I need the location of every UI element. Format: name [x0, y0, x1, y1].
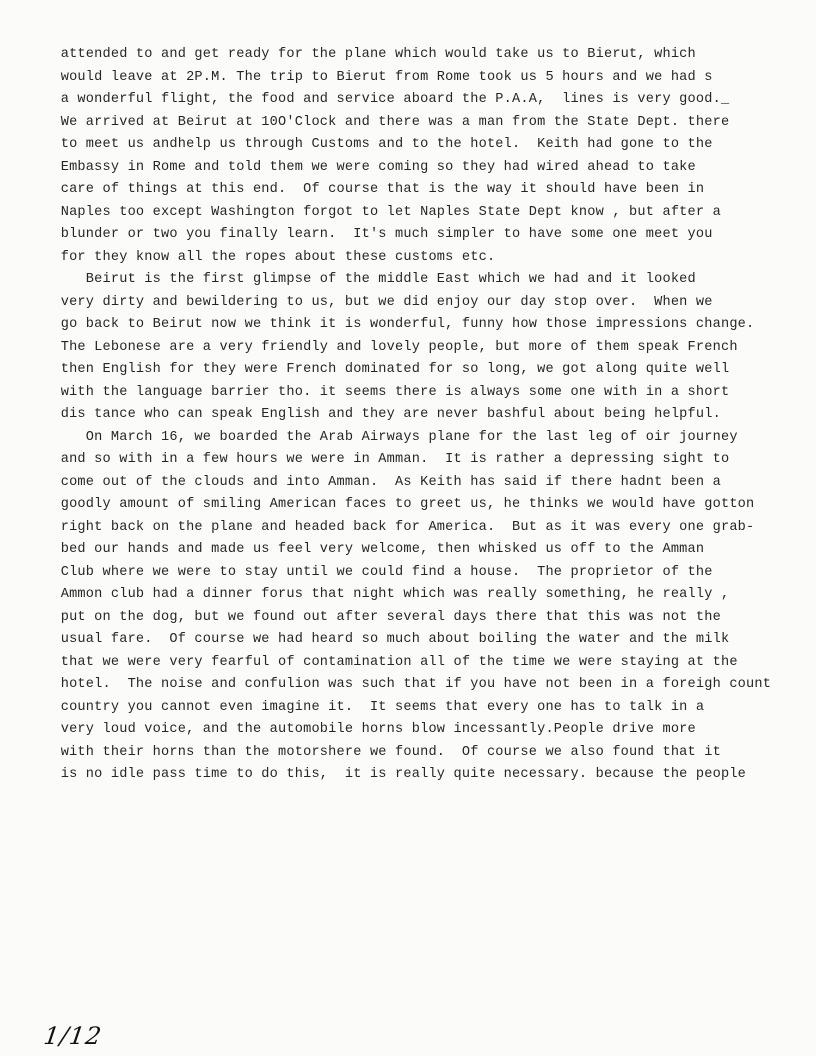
typescript-line: and so with in a few hours we were in Amman. It is rather a depressing sight to — [44, 452, 730, 467]
typescript-line: come out of the clouds and into Amman. As Keith has said if there hadnt been a — [44, 474, 721, 490]
typescript-line: put on the dog, but we found out after several days there that this was not the — [44, 609, 721, 625]
typescript-line: country you cannot even imagine it. It seems that every one has to talk in a — [44, 699, 705, 715]
typescript-line: goodly amount of smiling American faces to greet us, he thinks we would have gotton — [44, 497, 755, 512]
typescript-line: with the language barrier tho. it seems there is always some one with in a short — [44, 384, 730, 400]
typescript-line: Naples too except Washington forgot to let Naples State Dept know , but after a — [44, 204, 721, 220]
typescript-line: blunder or two you finally learn. It's much simpler to have some one meet you — [44, 227, 713, 242]
typescript-line: that we were very fearful of contamination all of the time we were staying at the — [44, 654, 738, 670]
typescript-line: Ammon club had a dinner forus that night which was really something, he really , — [44, 587, 730, 602]
typescript-line: Beirut is the first glimpse of the middle East which we had and it looked — [44, 272, 696, 287]
typescript-line: very dirty and bewildering to us, but we did enjoy our day stop over. When we — [44, 294, 713, 310]
typescript-line: right back on the plane and headed back for America. But as it was every one grab- — [44, 519, 755, 535]
typescript-line: Club where we were to stay until we could find a house. The proprietor of the — [44, 564, 713, 580]
page-number-handwritten: 1/12 — [42, 1022, 104, 1050]
typescript-line: hotel. The noise and confulion was such that if you have not been in a foreigh count — [44, 677, 772, 692]
typescript-line: a wonderful flight, the food and service aboard the P.A.A, lines is very good._ — [44, 92, 730, 107]
typescript-line: dis tance who can speak English and they are never bashful about being helpful. — [44, 407, 721, 422]
typescript-line: to meet us andhelp us through Customs and to the hotel. Keith had gone to the — [44, 137, 713, 152]
typescript-body — [44, 44, 784, 787]
typescript-line: On March 16, we boarded the Arab Airways plane for the last leg of oir journey — [44, 429, 738, 445]
typescript-line: usual fare. Of course we had heard so much about boiling the water and the milk — [44, 632, 730, 647]
typescript-line: go back to Beirut now we think it is wonderful, funny how those impressions change. — [44, 317, 755, 332]
typescript-line: attended to and get ready for the plane which would take us to Bierut, which — [44, 47, 696, 62]
typescript-line: We arrived at Beirut at 10O'Clock and there was a man from the State Dept. there — [44, 114, 730, 130]
typescript-line: bed our hands and made us feel very welcome, then whisked us off to the Amman — [44, 542, 705, 557]
typescript-line: would leave at 2P.M. The trip to Bierut from Rome took us 5 hours and we had s — [44, 69, 713, 85]
typescript-line: is no idle pass time to do this, it is really quite necessary. because the people — [44, 767, 747, 782]
typescript-line: then English for they were French dominated for so long, we got along quite well — [44, 362, 730, 377]
typescript-line: with their horns than the motorshere we found. Of course we also found that it — [44, 744, 721, 760]
typescript-line: The Lebonese are a very friendly and lovely people, but more of them speak French — [44, 339, 738, 355]
typescript-line: for they know all the ropes about these customs etc. — [44, 249, 496, 265]
typescript-line: very loud voice, and the automobile horns blow incessantly.People drive more — [44, 722, 696, 737]
typescript-line: Embassy in Rome and told them we were coming so they had wired ahead to take — [44, 159, 696, 175]
typescript-line: care of things at this end. Of course that is the way it should have been in — [44, 182, 705, 197]
